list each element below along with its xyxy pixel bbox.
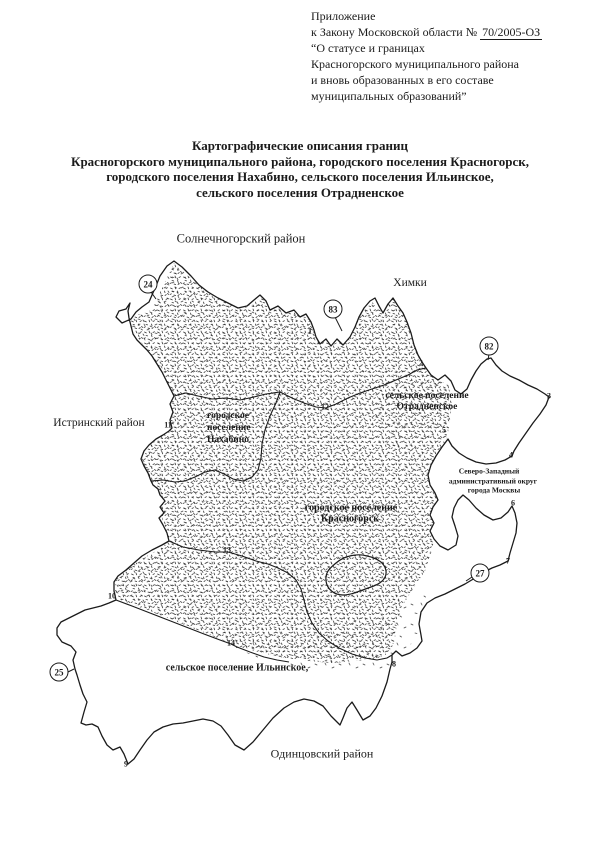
boundary-vertex-number: 13 bbox=[223, 545, 231, 555]
label-otradnenskoe-line2: Отрадненское bbox=[396, 402, 458, 412]
boundary-vertex-number: 12 bbox=[321, 402, 329, 412]
header-line: муниципальных образований” bbox=[311, 89, 467, 103]
label-moscow-okrug-line1: Северо-Западный bbox=[458, 466, 520, 476]
title-line: Картографические описания границ bbox=[192, 138, 408, 153]
label-nakhabino-line1: городское bbox=[207, 411, 249, 421]
header-line: и вновь образованных в его составе bbox=[311, 73, 494, 87]
title-line: городского поселения Нахабино, сельского поселения Ильинское, bbox=[106, 169, 494, 184]
label-odintsovo-district: Одинцовский район bbox=[270, 746, 374, 761]
boundary-marker-circled: 25 bbox=[50, 663, 69, 682]
label-krasnogorsk-line1: городское поселение bbox=[304, 502, 398, 514]
boundary-vertex-number: 2 bbox=[419, 358, 423, 368]
header-line: “О статусе и границах bbox=[311, 41, 425, 55]
boundary-marker-circled: 24 bbox=[139, 275, 158, 294]
stipple-texture bbox=[114, 263, 452, 672]
law-number: 70/2005-ОЗ bbox=[482, 25, 541, 39]
label-nakhabino-line2: поселение bbox=[207, 423, 251, 433]
label-ilinskoe: сельское поселение Ильинское, bbox=[165, 662, 309, 674]
label-solnechnogorsk-district: Солнечногорский район bbox=[176, 231, 306, 246]
label-istra-district: Истринский район bbox=[53, 417, 145, 429]
label-moscow-okrug-line3: города Москвы bbox=[467, 485, 521, 495]
boundary-vertex-number: 6 bbox=[511, 498, 515, 508]
label-otradnenskoe-line1: сельское поселение bbox=[385, 391, 469, 401]
label-moscow-okrug-line2: административный округ bbox=[448, 476, 538, 486]
title-line: сельского поселения Отрадненское bbox=[196, 184, 404, 200]
boundary-marker-circled: 83 bbox=[324, 300, 343, 319]
boundary-vertex-number: 11 bbox=[164, 420, 172, 430]
boundary-vertex-number: 9 bbox=[124, 759, 128, 769]
header-line: к Закону Московской области № 70/2005-ОЗ bbox=[311, 25, 541, 39]
boundary-vertex-number: 3 bbox=[547, 391, 551, 401]
boundary-marker-circled: 27 bbox=[471, 564, 490, 583]
header-line: Приложение bbox=[311, 9, 376, 23]
boundary-vertex-number: 7 bbox=[506, 556, 510, 566]
boundary-marker-circled: 82 bbox=[480, 337, 499, 356]
boundary-vertex-number: 4 bbox=[509, 450, 513, 460]
header-line: Красногорского муниципального района bbox=[311, 57, 520, 71]
boundary-vertex-number: 8 bbox=[392, 659, 396, 669]
boundary-vertex-number: 1 bbox=[308, 326, 312, 336]
label-khimki: Химки bbox=[393, 277, 427, 289]
stipple-dense-region-overlay bbox=[114, 263, 452, 663]
title-line: Красногорского муниципального района, городского поселения Красногорск, bbox=[71, 153, 529, 169]
boundary-vertex-number: 5 bbox=[442, 425, 446, 435]
boundary-vertex-number: 14 bbox=[227, 638, 235, 648]
boundary-vertex-number: 10 bbox=[108, 591, 116, 601]
label-nakhabino-line3: Нахабино bbox=[207, 435, 249, 445]
label-krasnogorsk-line2: Красногорск bbox=[320, 513, 380, 525]
